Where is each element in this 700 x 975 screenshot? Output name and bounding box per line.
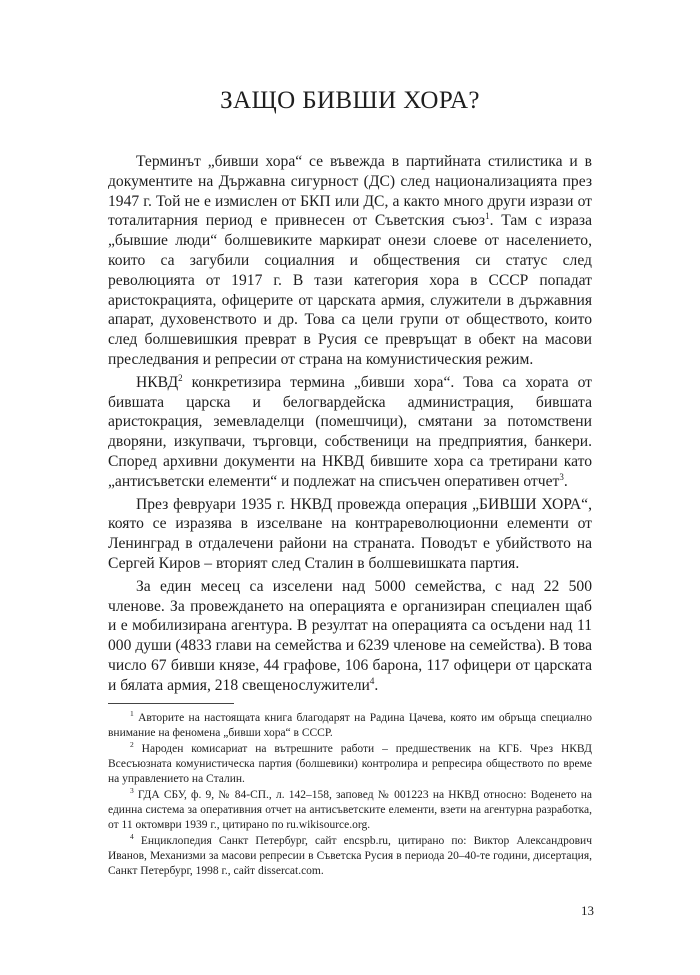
footnote-ref-1[interactable]: 1 — [485, 211, 490, 222]
footnote-ref-2[interactable]: 2 — [178, 372, 183, 383]
paragraph-2-text-b: конкретизира термина „бивши хора“. Това са хората от бившата царска и белогвардейска администрация, бившата аристокрация, земевладелци (помешчици), смятани за потомствени дворяни, изкупвачи, търговци, собственици на предприятия, банкери. Според архивни документи на НКВД бившите хора са третирани като „антисъветски елементи“ и подлежат на списъчен оперативен отчет — [108, 373, 592, 490]
chapter-title: ЗАЩО БИВШИ ХОРА? — [220, 87, 480, 114]
footnote-1-text: Авторите на настоящата книга благодарят на Радина Цачева, която им обръща специално внимание на феномена „бивши хора“ в СССР. — [108, 712, 592, 739]
footnote-3-number: 3 — [130, 786, 134, 796]
footnote-2 — [108, 742, 592, 787]
paragraph-4-text-a: За един месец са изселени над 5000 семейства, с над 22 500 членове. За провеждането на операцията е организиран специален щаб и е мобилизирана агентура. В резултат на операцията са осъдени над 11 000 души (4833 глави на семейства и 6239 членове на семейства). В това число 67 бивши князе, 44 графове, 106 барона, 117 офицери от царската и бялата армия, 218 свещенослужители — [108, 577, 592, 694]
paragraph-2 — [108, 373, 592, 492]
paragraph-1-text-b: . Там с израза „бывшие люди“ болшевиките маркират онези слоеве от населението, които са загубили социалния и обществения си статус след революцията от 1917 г. В тази категория хора в СССР попадат аристокрацията, офицерите от царската армия, служители в държавния апарат, духовенството и др. Това са цели групи от обществото, които след болшевишкия преврат в Русия се превръщат в обект на масови преследвания и репресии от страна на комунистическия режим. — [108, 212, 592, 368]
footnote-ref-3[interactable]: 3 — [559, 471, 564, 482]
main-text — [108, 152, 592, 696]
paragraph-3 — [108, 495, 592, 574]
paragraph-1 — [108, 152, 592, 370]
paragraph-4 — [108, 577, 592, 696]
footnotes — [108, 711, 592, 880]
footnote-ref-4[interactable]: 4 — [369, 675, 375, 686]
paragraph-2-text-c: . — [563, 472, 568, 490]
footnote-2-number: 2 — [130, 740, 134, 750]
footnote-3 — [108, 788, 592, 833]
footnote-3-text: ГДА СБУ, ф. 9, № 84-СП., л. 142–158, заповед № 001223 на НКВД относно: Воденето на единна система за оперативния отчет на антисъветските елементи, взети на агентурна разработка, от 11 октомври 1939 г., цитирано по ru.wikisource.org. — [108, 789, 592, 831]
paragraph-2-text-a: НКВД — [136, 373, 179, 391]
paragraph-3-text-a: През февруари 1935 г. НКВД провежда операция „БИВШИ ХОРА“, която се изразява в изселване на контрареволюционни елементи от Ленинград в отдалечени райони на страната. Поводът е убийството на Сергей Киров – вторият след Сталин в болшевишката партия. — [108, 495, 592, 572]
footnote-1 — [108, 711, 592, 741]
footnote-4-text: Енциклопедия Санкт Петербург, сайт encspb.ru, цитирано по: Виктор Александрович Иванов, Механизми за масови репресии в Съветска Русия в периода 20–40-те години, дисертация, Санкт Петербург, 1998 г., сайт dissercat.com. — [108, 835, 592, 877]
footnote-1-number: 1 — [130, 709, 134, 719]
paragraph-4-text-b: . — [374, 676, 379, 694]
footnote-4-number: 4 — [130, 832, 134, 842]
page-number: 13 — [581, 903, 594, 918]
paragraph-1-text-a: Терминът „бивши хора“ се въвежда в партийната стилистика и в документите на Държавна сигурност (ДС) след национализацията през 1947 г. Той не е измислен от БКП или ДС, а както много други изрази от тоталитарния период е привнесен от Съветския съюз — [108, 153, 592, 230]
footnote-2-text: Народен комисариат на вътрешните работи – предшественик на КГБ. Чрез НКВД Всесъюзната комунистическа партия (болшевики) контролира и репресира обществото по време на управлението на Сталин. — [108, 743, 592, 785]
footnote-4 — [108, 834, 592, 879]
footnote-divider — [108, 703, 234, 704]
